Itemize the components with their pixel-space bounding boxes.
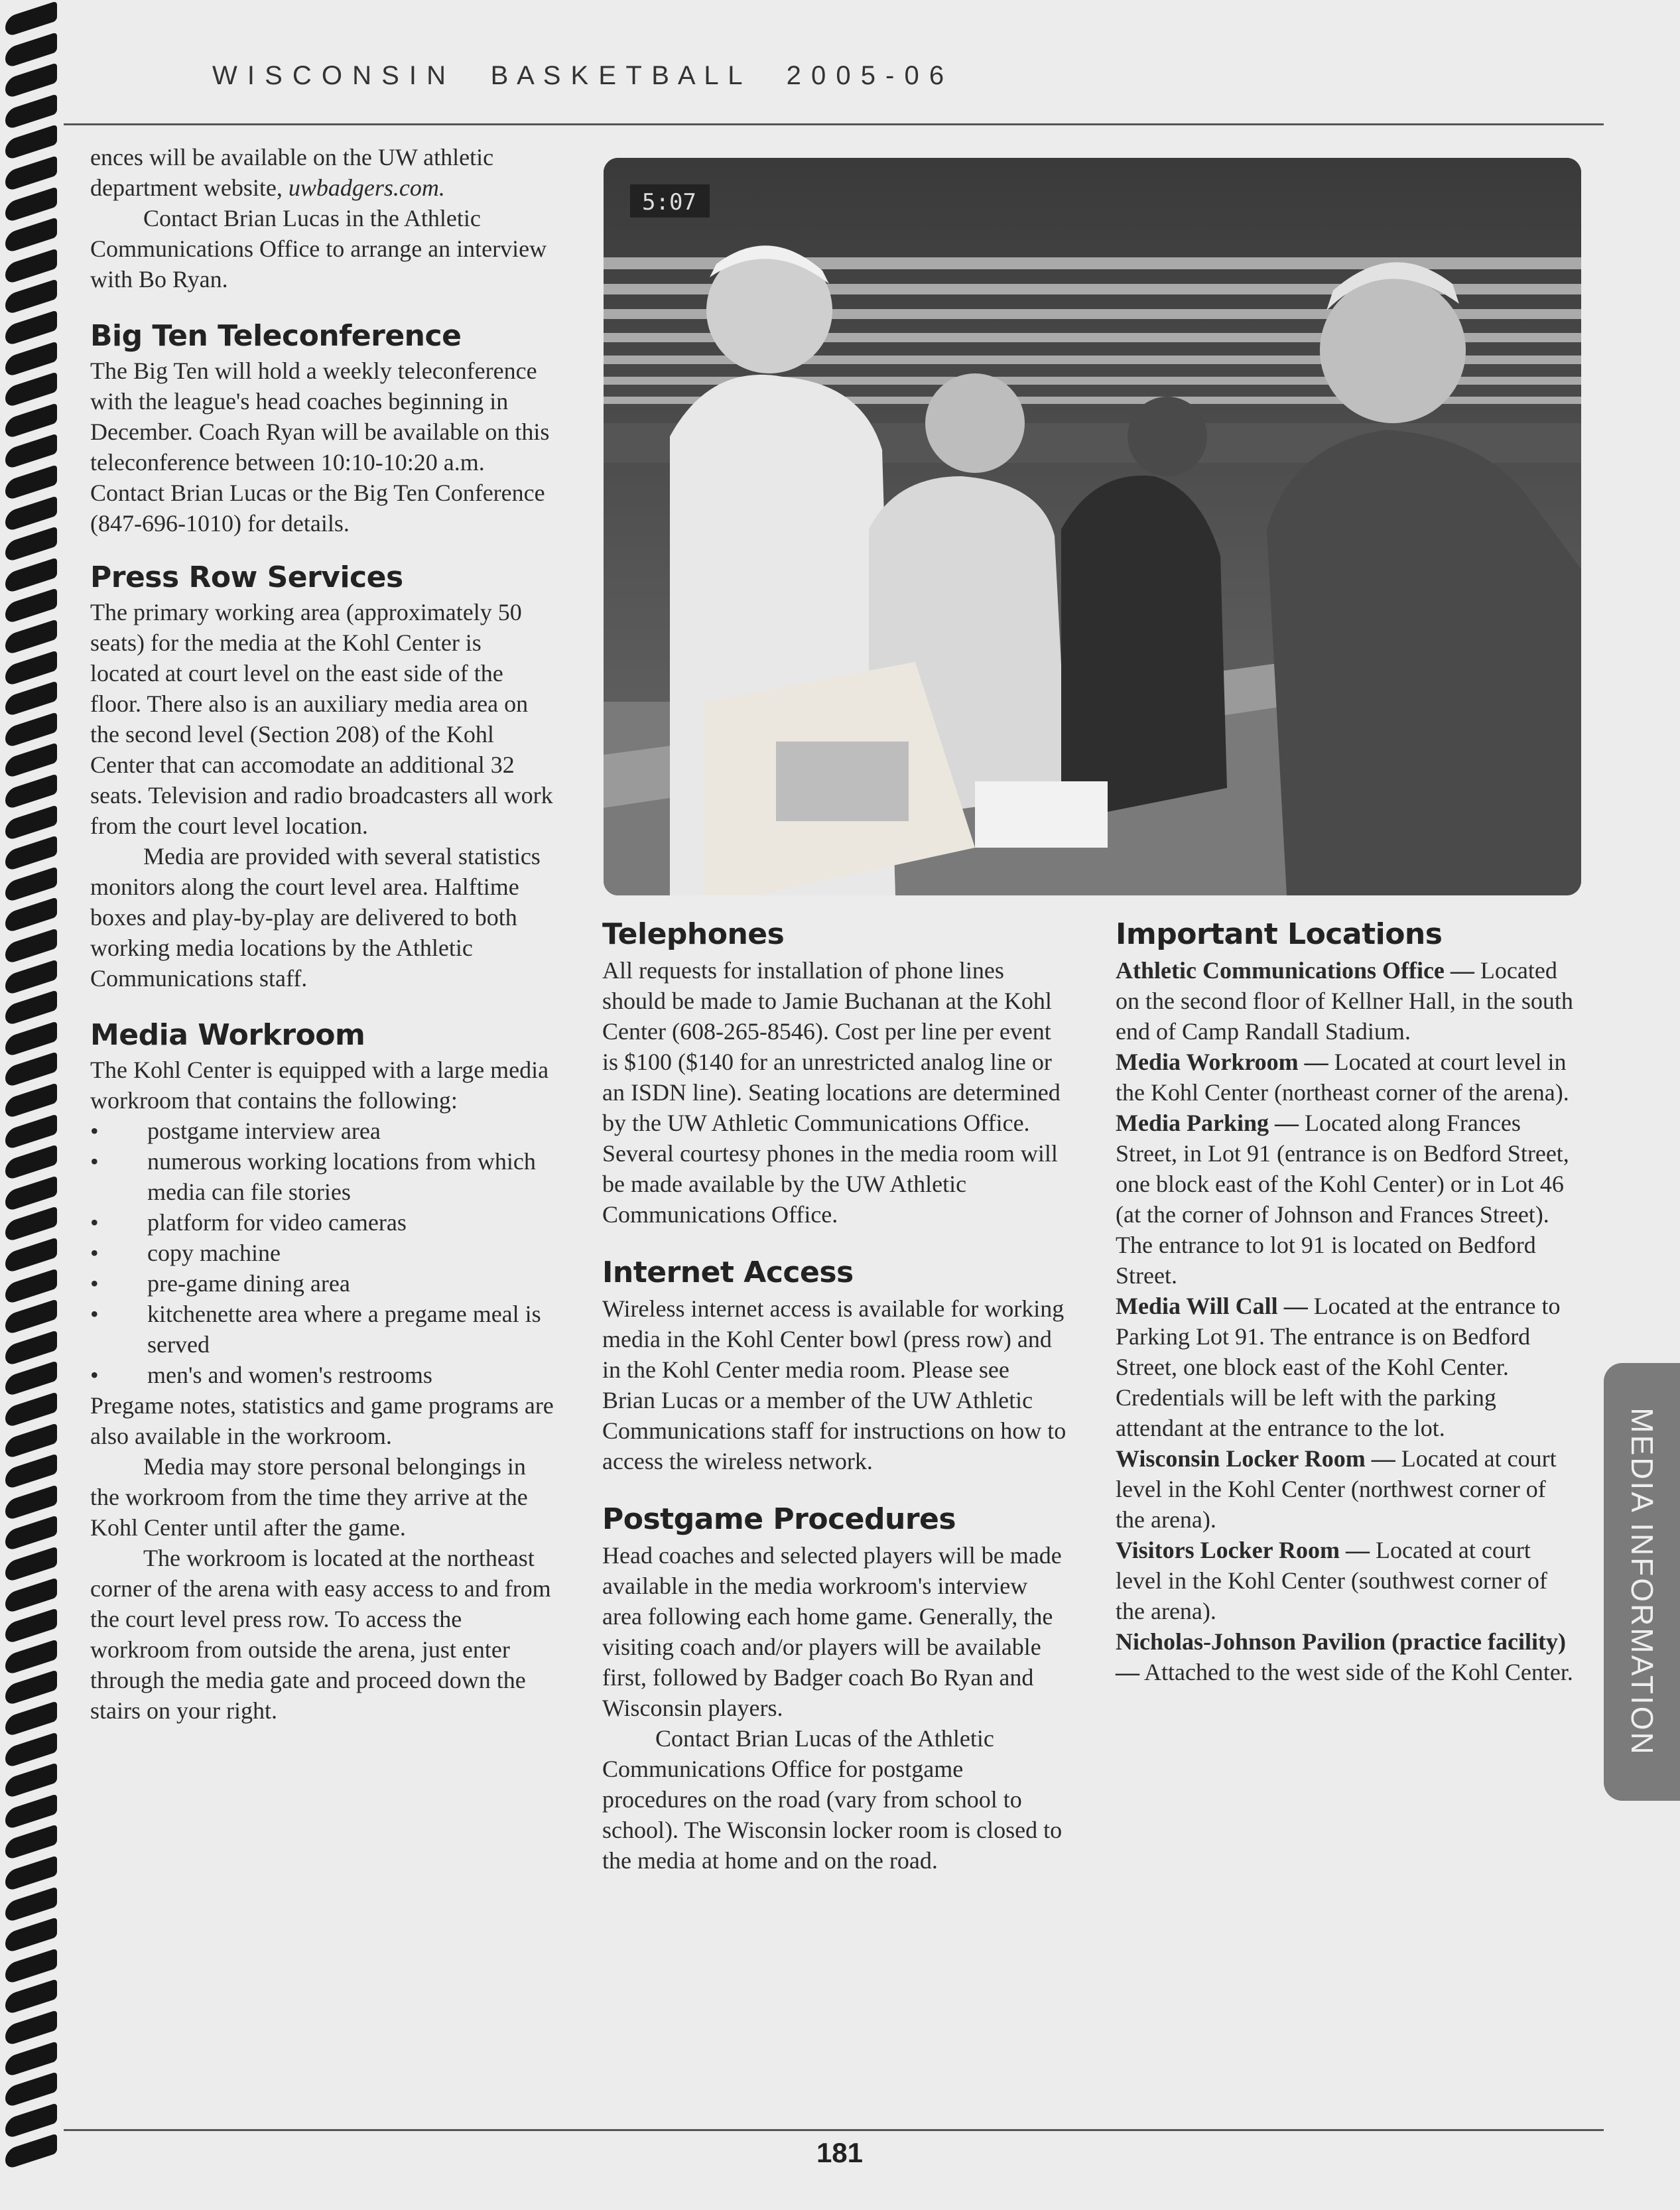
- binding-coil: [5, 1175, 57, 1212]
- list-item: • kitchenette area where a pregame meal is served: [90, 1299, 554, 1360]
- binding-coil: [5, 1763, 57, 1799]
- binding-coil: [5, 495, 57, 532]
- binding-coil: [5, 1701, 57, 1737]
- spiral-binding: [0, 0, 64, 2210]
- postgame-heading: Postgame Procedures: [602, 1502, 956, 1536]
- intro-paragraph: ences will be available on the UW athletic department website, uwbadgers.com.: [90, 144, 494, 201]
- middle-column: [602, 919, 1066, 1876]
- running-header: W I S C O N S I N B A S K E T B A L L 2 0 0 5 - 0 6: [212, 61, 946, 90]
- binding-coil: [5, 619, 57, 655]
- list-item: • men's and women's restrooms: [90, 1360, 554, 1390]
- binding-coil: [5, 155, 57, 192]
- binding-coil: [5, 959, 57, 996]
- workroom-intro: The Kohl Center is equipped with a large media workroom that contains the following:: [90, 1057, 549, 1114]
- telephones-text: All requests for installation of phone lines should be made to Jamie Buchanan at the Kohl Center (608-265-8546). Cost per line per event is $100 ($140 for an unrestricted analog line or an ISDN line). Seating locations are determined by the UW Athletic Communications Office. Several courtesy phones in the media room will be made available by the UW Athletic Communications Office.: [602, 957, 1061, 1228]
- binding-coil: [5, 341, 57, 377]
- workroom-list: [90, 1116, 554, 1390]
- binding-coil: [5, 1484, 57, 1521]
- location-entry: Media Will Call — Located at the entrance to Parking Lot 91. The entrance is on Bedford Street, one block east of the Kohl Center. Credentials will be left with the parking attendant at the entrance to the lot.: [1116, 1293, 1561, 1441]
- internet-access-heading: Internet Access: [602, 1256, 854, 1289]
- binding-coil: [5, 1670, 57, 1707]
- binding-coil: [5, 2041, 57, 2077]
- important-locations-heading: Important Locations: [1116, 917, 1443, 951]
- binding-coil: [5, 464, 57, 501]
- press-row-photo: [604, 158, 1581, 895]
- location-entry: Media Parking — Located along Frances Street, in Lot 91 (entrance is on Bedford Street, one block east of the Kohl Center) or in Lot 46 (at the corner of Johnson and Frances Street). The entrance to lot 91 is located on Bedford Street.: [1116, 1110, 1569, 1289]
- binding-coil: [5, 866, 57, 903]
- arena-photo-illustration: [604, 158, 1581, 895]
- binding-coil: [5, 897, 57, 934]
- binding-coil: [5, 2103, 57, 2139]
- binding-coil: [5, 1268, 57, 1305]
- binding-coil: [5, 1608, 57, 1645]
- binding-coil: [5, 1855, 57, 1892]
- location-entry: Wisconsin Locker Room — Located at court level in the Kohl Center (northwest corner of the arena).: [1116, 1445, 1557, 1533]
- binding-coil: [5, 218, 57, 254]
- internet-access-text: Wireless internet access is available for working media in the Kohl Center bowl (press row) and in the Kohl Center media room. Please see Brian Lucas or a member of the UW Athletic Communications staff for instructions on how to access the wireless network.: [602, 1295, 1066, 1474]
- binding-coil: [5, 743, 57, 779]
- scoreboard-text: 5:07: [642, 189, 696, 216]
- right-column: [1116, 919, 1580, 1687]
- binding-coil: [5, 1886, 57, 1923]
- footer-rule: [64, 2129, 1604, 2131]
- binding-coil: [5, 1237, 57, 1273]
- binding-coil: [5, 557, 57, 594]
- postgame-text-1: Head coaches and selected players will be made available in the media workroom's interview area following each home game. Generally, the visiting coach and/or players will be available first, followed by Badger coach Bo Ryan and Wisconsin players.: [602, 1542, 1062, 1721]
- binding-coil: [5, 1825, 57, 1861]
- press-row-text-1: The primary working area (approximately 50 seats) for the media at the Kohl Center is located at court level on the east side of the floor. There also is an auxiliary media area on the second level (Section 208) of the Kohl Center that can accomodate an additional 32 seats. Television and radio broadcasters all work from the court level location.: [90, 599, 553, 839]
- binding-coil: [5, 1, 57, 37]
- binding-coil: [5, 805, 57, 841]
- binding-coil: [5, 32, 57, 68]
- locations-list: [1116, 955, 1580, 1687]
- list-item: • postgame interview area: [90, 1116, 554, 1146]
- header-rule: [64, 123, 1604, 125]
- binding-coil: [5, 928, 57, 964]
- left-column: [90, 142, 554, 1726]
- binding-coil: [5, 310, 57, 346]
- binding-coil: [5, 1361, 57, 1398]
- binding-coil: [5, 1732, 57, 1768]
- binding-coil: [5, 279, 57, 316]
- binding-coil: [5, 712, 57, 748]
- binding-coil: [5, 2072, 57, 2109]
- location-entry: Nicholas-Johnson Pavilion (practice facility) — Attached to the west side of the Kohl Center.: [1116, 1628, 1573, 1685]
- binding-coil: [5, 372, 57, 409]
- section-tab-label: MEDIA INFORMATION: [1624, 1407, 1659, 1756]
- telephones-heading: Telephones: [602, 917, 785, 951]
- binding-coil: [5, 403, 57, 439]
- binding-coil: [5, 1577, 57, 1614]
- binding-coil: [5, 1145, 57, 1181]
- binding-coil: [5, 94, 57, 130]
- binding-coil: [5, 2134, 57, 2170]
- binding-coil: [5, 1639, 57, 1675]
- binding-coil: [5, 1114, 57, 1150]
- binding-coil: [5, 1546, 57, 1583]
- postgame-text-2: Contact Brian Lucas of the Athletic Communications Office for postgame procedures on the road (vary from school to school). The Wisconsin locker room is closed to the media at home and on the road.: [602, 1725, 1063, 1874]
- binding-coil: [5, 681, 57, 718]
- binding-coil: [5, 186, 57, 223]
- list-item: • platform for video cameras: [90, 1207, 554, 1238]
- press-row-heading: Press Row Services: [90, 560, 403, 594]
- bigten-heading: Big Ten Teleconference: [90, 319, 462, 353]
- binding-coil: [5, 1793, 57, 1830]
- location-entry: Visitors Locker Room — Located at court level in the Kohl Center (southwest corner of the arena).: [1116, 1537, 1547, 1624]
- website-link-text: uwbadgers.com.: [288, 174, 445, 201]
- list-item: • copy machine: [90, 1238, 554, 1268]
- binding-coil: [5, 1454, 57, 1490]
- binding-coil: [5, 1392, 57, 1428]
- binding-coil: [5, 434, 57, 470]
- bigten-text: The Big Ten will hold a weekly teleconference with the league's head coaches beginning in December. Coach Ryan will be available on this teleconference between 10:10-10:20 a.m. Contact Brian Lucas or the Big Ten Conference (847-696-1010) for details.: [90, 358, 550, 537]
- binding-coil: [5, 1052, 57, 1088]
- binding-coil: [5, 248, 57, 285]
- binding-coil: [5, 1917, 57, 1954]
- media-workroom-heading: Media Workroom: [90, 1018, 365, 1052]
- binding-coil: [5, 527, 57, 563]
- press-row-text-2: Media are provided with several statistics monitors along the court level area. Halftime boxes and play-by-play are delivered to both working media locations by the Athletic Communications staff.: [90, 843, 541, 992]
- binding-coil: [5, 1299, 57, 1336]
- binding-coil: [5, 2010, 57, 2046]
- workroom-text-2: Pregame notes, statistics and game programs are also available in the workroom.: [90, 1392, 554, 1449]
- location-entry: Athletic Communications Office — Located on the second floor of Kellner Hall, in the south end of Camp Randall Stadium.: [1116, 957, 1573, 1045]
- workroom-text-3: Media may store personal belongings in the workroom from the time they arrive at the Kohl Center until after the game.: [90, 1453, 528, 1541]
- binding-coil: [5, 1206, 57, 1243]
- section-tab: [1604, 1363, 1680, 1801]
- binding-coil: [5, 1330, 57, 1366]
- binding-coil: [5, 1021, 57, 1057]
- binding-coil: [5, 1516, 57, 1552]
- binding-coil: [5, 1082, 57, 1119]
- binding-coil: [5, 773, 57, 810]
- binding-coil: [5, 1423, 57, 1459]
- binding-coil: [5, 1979, 57, 2016]
- binding-coil: [5, 836, 57, 872]
- intro-contact: Contact Brian Lucas in the Athletic Communications Office to arrange an interview with Bo Ryan.: [90, 205, 547, 292]
- list-item: • pre-game dining area: [90, 1268, 554, 1299]
- workroom-text-4: The workroom is located at the northeast corner of the arena with easy access to and from the court level press row. To access the workroom from outside the arena, just enter through the media gate and proceed down the stairs on your right.: [90, 1545, 551, 1724]
- binding-coil: [5, 1948, 57, 1984]
- binding-coil: [5, 125, 57, 161]
- page-number: 181: [816, 2137, 864, 2168]
- list-item: • numerous working locations from which media can file stories: [90, 1146, 554, 1207]
- binding-coil: [5, 650, 57, 686]
- binding-coil: [5, 63, 57, 99]
- binding-coil: [5, 990, 57, 1027]
- binding-coil: [5, 588, 57, 625]
- location-entry: Media Workroom — Located at court level in the Kohl Center (northeast corner of the arena).: [1116, 1049, 1569, 1106]
